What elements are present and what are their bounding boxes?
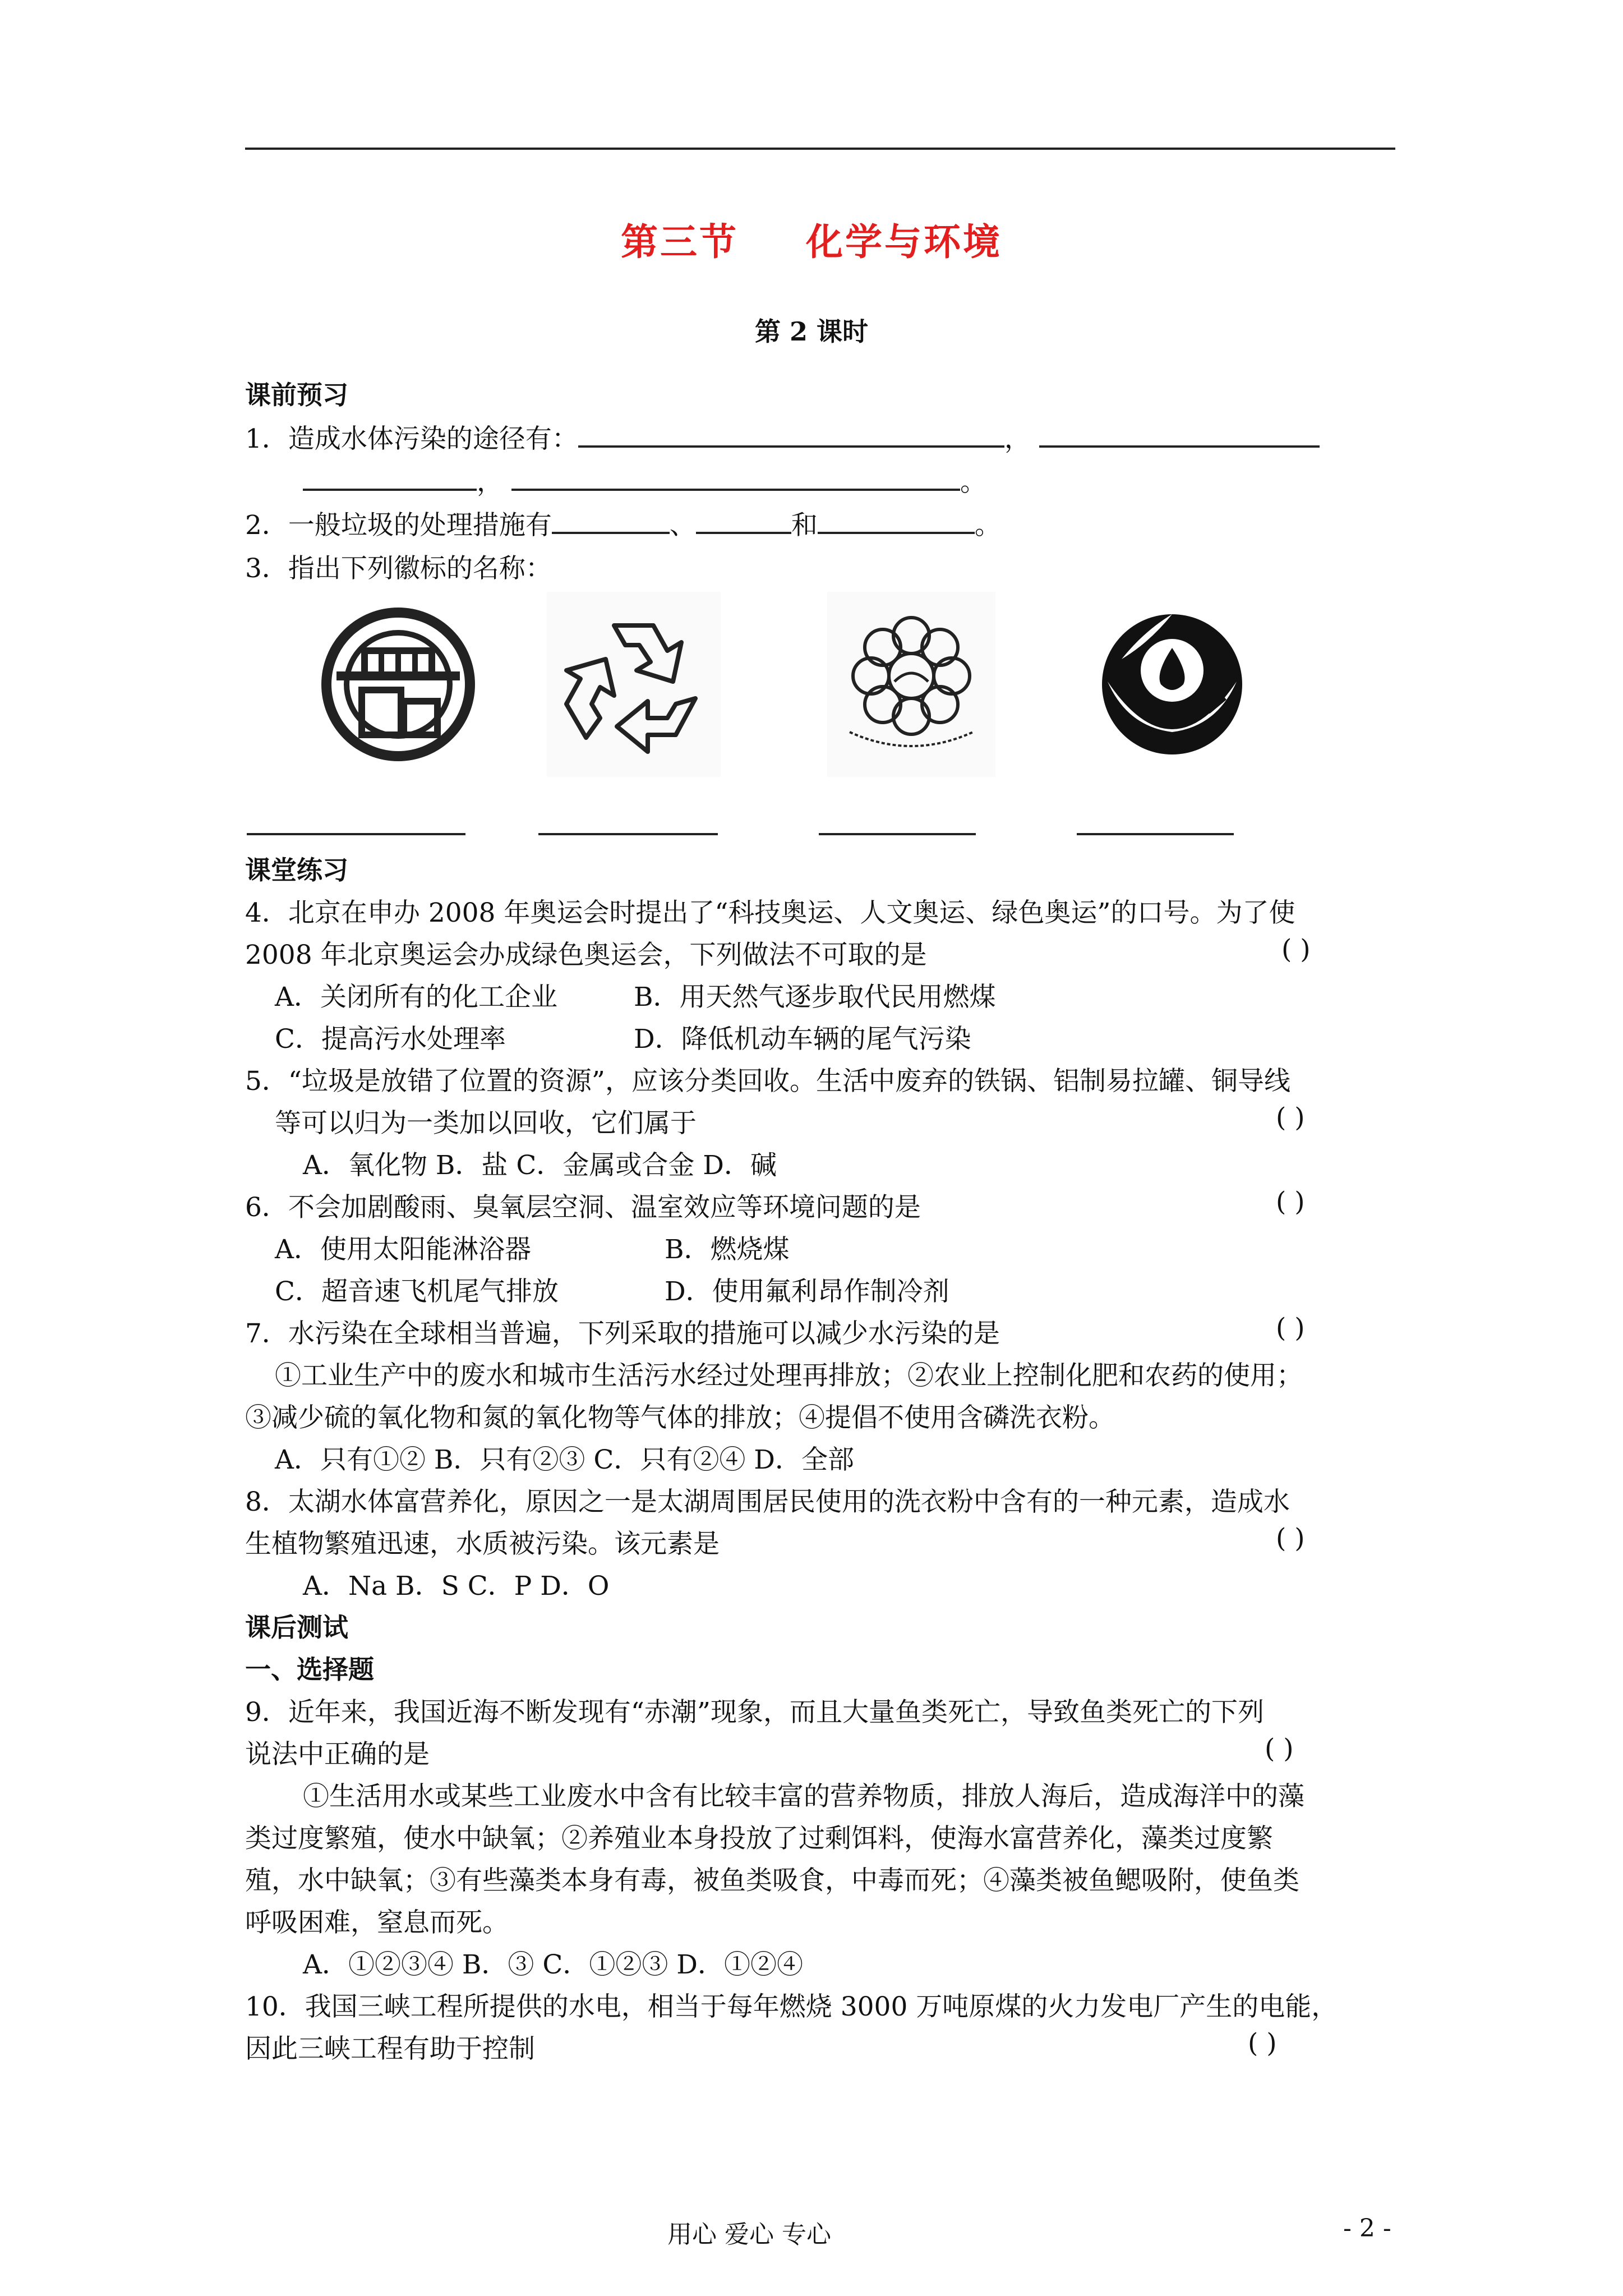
q4-line1: 4．北京在申办 2008 年奥运会时提出了“科技奥运、人文奥运、绿色奥运”的口号。为了使 <box>245 898 1295 928</box>
q8-line1: 8．太湖水体富营养化，原因之一是太湖周围居民使用的洗衣粉中含有的一种元素，造成水 <box>245 1487 1290 1517</box>
q2-end: 。 <box>974 510 1001 541</box>
flower-emblem-icon <box>827 592 995 777</box>
title-left: 第三节 <box>621 220 739 264</box>
q5-line1: 5．“垃圾是放错了位置的资源”，应该分类回收。生活中废弃的铁锅、铝制易拉罐、铜导线 <box>245 1066 1290 1097</box>
answer-blank[interactable] <box>552 509 670 534</box>
q8-options[interactable]: A．Na B．S C．P D．O <box>303 1571 610 1602</box>
q8-line2: 生植物繁殖迅速，水质被污染。该元素是 <box>245 1529 720 1559</box>
q9-line2: 说法中正确的是 <box>245 1739 430 1770</box>
q9-line5: 殖，水中缺氧；③有些藻类本身有毒，被鱼类吸食，中毒而死；④藻类被鱼鳃吸附，使鱼类 <box>245 1865 1299 1896</box>
q4-option-b[interactable]: B．用天然气逐步取代民用燃煤 <box>634 982 996 1013</box>
q10-line2: 因此三峡工程有助于控制 <box>245 2033 535 2064</box>
logo-answer-blanks <box>247 811 1234 842</box>
answer-blank[interactable] <box>1039 423 1320 448</box>
q7-answer-paren[interactable]: ( ) <box>1276 1313 1305 1343</box>
answer-blank[interactable] <box>818 509 975 534</box>
q9-line3: ①生活用水或某些工业废水中含有比较丰富的营养物质，排放人海后，造成海洋中的藻 <box>303 1781 1304 1812</box>
q4-option-a[interactable]: A．关闭所有的化工企业 <box>275 982 557 1013</box>
q4-option-c[interactable]: C．提高污水处理率 <box>275 1024 506 1055</box>
q1-text: 1．造成水体污染的途径有： <box>245 424 578 454</box>
page-number: - 2 - <box>1343 2214 1391 2243</box>
q5-answer-paren[interactable]: ( ) <box>1276 1102 1305 1133</box>
q1-sep2: ， <box>477 467 503 498</box>
q4-answer-paren[interactable]: ( ) <box>1281 934 1311 965</box>
q4-option-d[interactable]: D．降低机动车辆的尾气污染 <box>634 1024 971 1055</box>
answer-blank[interactable] <box>578 423 1004 448</box>
q6-option-d[interactable]: D．使用氟利昂作制冷剂 <box>665 1276 949 1307</box>
question-3: 3．指出下列徽标的名称： <box>245 553 552 584</box>
q4-line2: 2008 年北京奥运会办成绿色奥运会，下列做法不可取的是 <box>245 940 927 970</box>
title-right: 化学与环境 <box>806 220 1002 264</box>
q5-line2: 等可以归为一类加以回收，它们属于 <box>275 1108 697 1139</box>
recycle-icon <box>547 592 721 777</box>
answer-blank[interactable] <box>696 509 791 534</box>
q10-line1: 10．我国三峡工程所提供的水电，相当于每年燃烧 3000 万吨原煤的火力发电厂产生的电能， <box>245 1991 1338 2022</box>
lesson-subtitle: 第 2 课时 <box>754 316 869 347</box>
q2-text: 2．一般垃圾的处理措施有 <box>245 510 552 541</box>
answer-blank[interactable] <box>1077 811 1234 835</box>
circle-building-logo-icon <box>320 592 482 777</box>
water-drop-hand-icon <box>1088 592 1256 777</box>
q6-option-b[interactable]: B．燃烧煤 <box>665 1234 790 1265</box>
section-posttest: 课后测试 <box>245 1612 348 1642</box>
answer-blank[interactable] <box>511 466 960 491</box>
q7-line3: ③减少硫的氧化物和氮的氧化物等气体的排放；④提倡不使用含磷洗衣粉。 <box>245 1402 1115 1433</box>
q2-sep1: 、 <box>669 510 696 541</box>
q10-answer-paren[interactable]: ( ) <box>1248 2028 1277 2059</box>
q6-option-a[interactable]: A．使用太阳能淋浴器 <box>275 1234 531 1265</box>
q9-answer-paren[interactable]: ( ) <box>1265 1733 1294 1764</box>
answer-blank[interactable] <box>538 811 718 835</box>
q9-line1: 9．近年来，我国近海不断发现有“赤潮”现象，而且大量鱼类死亡，导致鱼类死亡的下列 <box>245 1697 1264 1728</box>
q7-line1: 7．水污染在全球相当普遍，下列采取的措施可以减少水污染的是 <box>245 1318 1000 1349</box>
q7-options[interactable]: A．只有①② B．只有②③ C．只有②④ D．全部 <box>275 1444 854 1475</box>
q1-end: 。 <box>960 467 986 498</box>
header-rule <box>245 148 1395 150</box>
q7-line2: ①工业生产中的废水和城市生活污水经过处理再排放；②农业上控制化肥和农药的使用； <box>275 1360 1303 1391</box>
section-preview: 课前预习 <box>245 380 348 410</box>
q6-option-c[interactable]: C．超音速飞机尾气排放 <box>275 1276 559 1307</box>
q1-sep1: ， <box>1004 424 1031 454</box>
answer-blank[interactable] <box>247 811 465 835</box>
section-practice: 课堂练习 <box>245 855 348 885</box>
q9-line4: 类过度繁殖，使水中缺氧；②养殖业本身投放了过剩饵料，使海水富营养化，藻类过度繁 <box>245 1823 1273 1854</box>
page-title <box>0 212 1623 265</box>
q6-line1: 6．不会加剧酸雨、臭氧层空洞、温室效应等环境问题的是 <box>245 1192 921 1223</box>
section-choice: 一、选择题 <box>245 1654 374 1685</box>
q9-options[interactable]: A．①②③④ B．③ C．①②③ D．①②④ <box>303 1949 803 1980</box>
answer-blank[interactable] <box>303 466 477 491</box>
footer-motto: 用心 爱心 专心 <box>667 2220 831 2249</box>
answer-blank[interactable] <box>819 811 976 835</box>
question-2 <box>245 504 1001 542</box>
q6-answer-paren[interactable]: ( ) <box>1276 1186 1305 1217</box>
q9-line6: 呼吸困难，窒息而死。 <box>245 1907 509 1938</box>
question-1 <box>245 418 1320 455</box>
q5-options[interactable]: A．氧化物 B．盐 C．金属或合金 D．碱 <box>303 1150 777 1181</box>
q8-answer-paren[interactable]: ( ) <box>1276 1523 1305 1554</box>
q2-sep2: 和 <box>791 510 818 541</box>
question-1-cont <box>303 461 986 499</box>
